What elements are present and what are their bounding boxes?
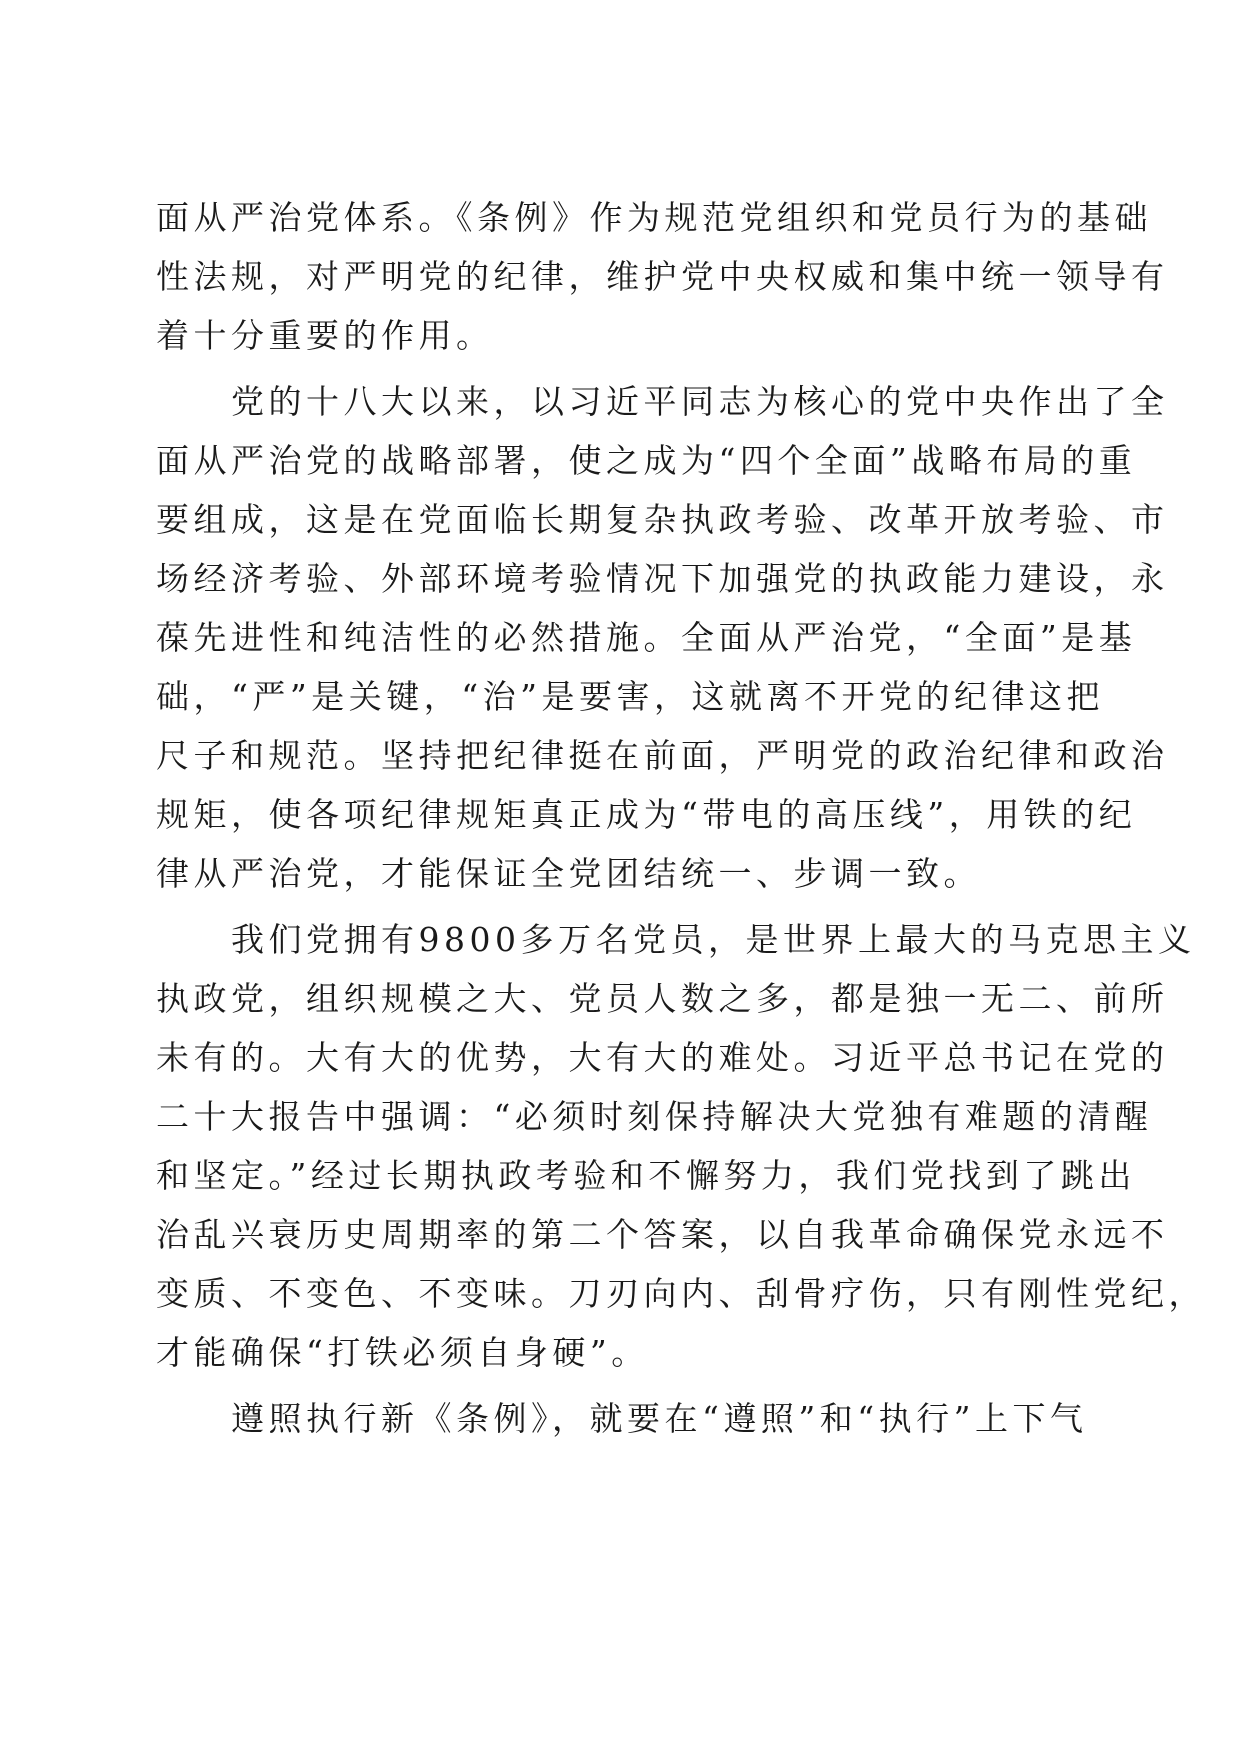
text-line: 未有的。大有大的优势，大有大的难处。习近平总书记在党的 [156, 1038, 1169, 1077]
text-line: 遵照执行新《条例》，就要在“遵照”和“执行”上下气 [156, 1399, 1088, 1438]
text-line: 二十大报告中强调：“必须时刻保持解决大党独有难题的清醒 [156, 1097, 1153, 1136]
paragraph-2 [156, 372, 1169, 903]
text-line: 律从严治党，才能保证全党团结统一、步调一致。 [156, 854, 981, 893]
text-line: 葆先进性和纯洁性的必然措施。全面从严治党，“全面”是基 [156, 618, 1137, 657]
paragraph-3 [156, 910, 1206, 1382]
text-line: 场经济考验、外部环境考验情况下加强党的执政能力建设，永 [156, 559, 1169, 598]
text-line: 治乱兴衰历史周期率的第二个答案，以自我革命确保党永远不 [156, 1215, 1169, 1254]
paragraph-1 [156, 188, 1169, 365]
paragraph-gap [156, 365, 1076, 372]
text-line: 性法规，对严明党的纪律，维护党中央权威和集中统一领导有 [156, 257, 1169, 296]
text-line: 变质、不变色、不变味。刀刃向内、刮骨疗伤，只有刚性党纪， [156, 1274, 1206, 1313]
paragraph-4 [156, 1389, 1088, 1448]
text-line: 面从严治党的战略部署，使之成为“四个全面”战略布局的重 [156, 441, 1137, 480]
text-line: 才能确保“打铁必须自身硬”。 [156, 1333, 649, 1372]
text-line: 和坚定。”经过长期执政考验和不懈努力，我们党找到了跳出 [156, 1156, 1136, 1195]
paragraph-gap [156, 903, 1076, 910]
paragraph-gap [156, 1382, 1076, 1389]
text-line: 规矩，使各项纪律规矩真正成为“带电的高压线”，用铁的纪 [156, 795, 1137, 834]
text-line: 面从严治党体系。《条例》作为规范党组织和党员行为的基础 [156, 198, 1152, 237]
text-line: 党的十八大以来，以习近平同志为核心的党中央作出了全 [156, 382, 1169, 421]
document-body [156, 188, 1206, 1448]
text-line: 我们党拥有9800多万名党员，是世界上最大的马克思主义 [156, 920, 1196, 959]
text-line: 着十分重要的作用。 [156, 316, 494, 355]
text-line: 尺子和规范。坚持把纪律挺在前面，严明党的政治纪律和政治 [156, 736, 1169, 775]
text-line: 执政党，组织规模之大、党员人数之多，都是独一无二、前所 [156, 979, 1169, 1018]
text-line: 要组成，这是在党面临长期复杂执政考验、改革开放考验、市 [156, 500, 1169, 539]
text-line: 础，“严”是关键，“治”是要害，这就离不开党的纪律这把 [156, 677, 1104, 716]
